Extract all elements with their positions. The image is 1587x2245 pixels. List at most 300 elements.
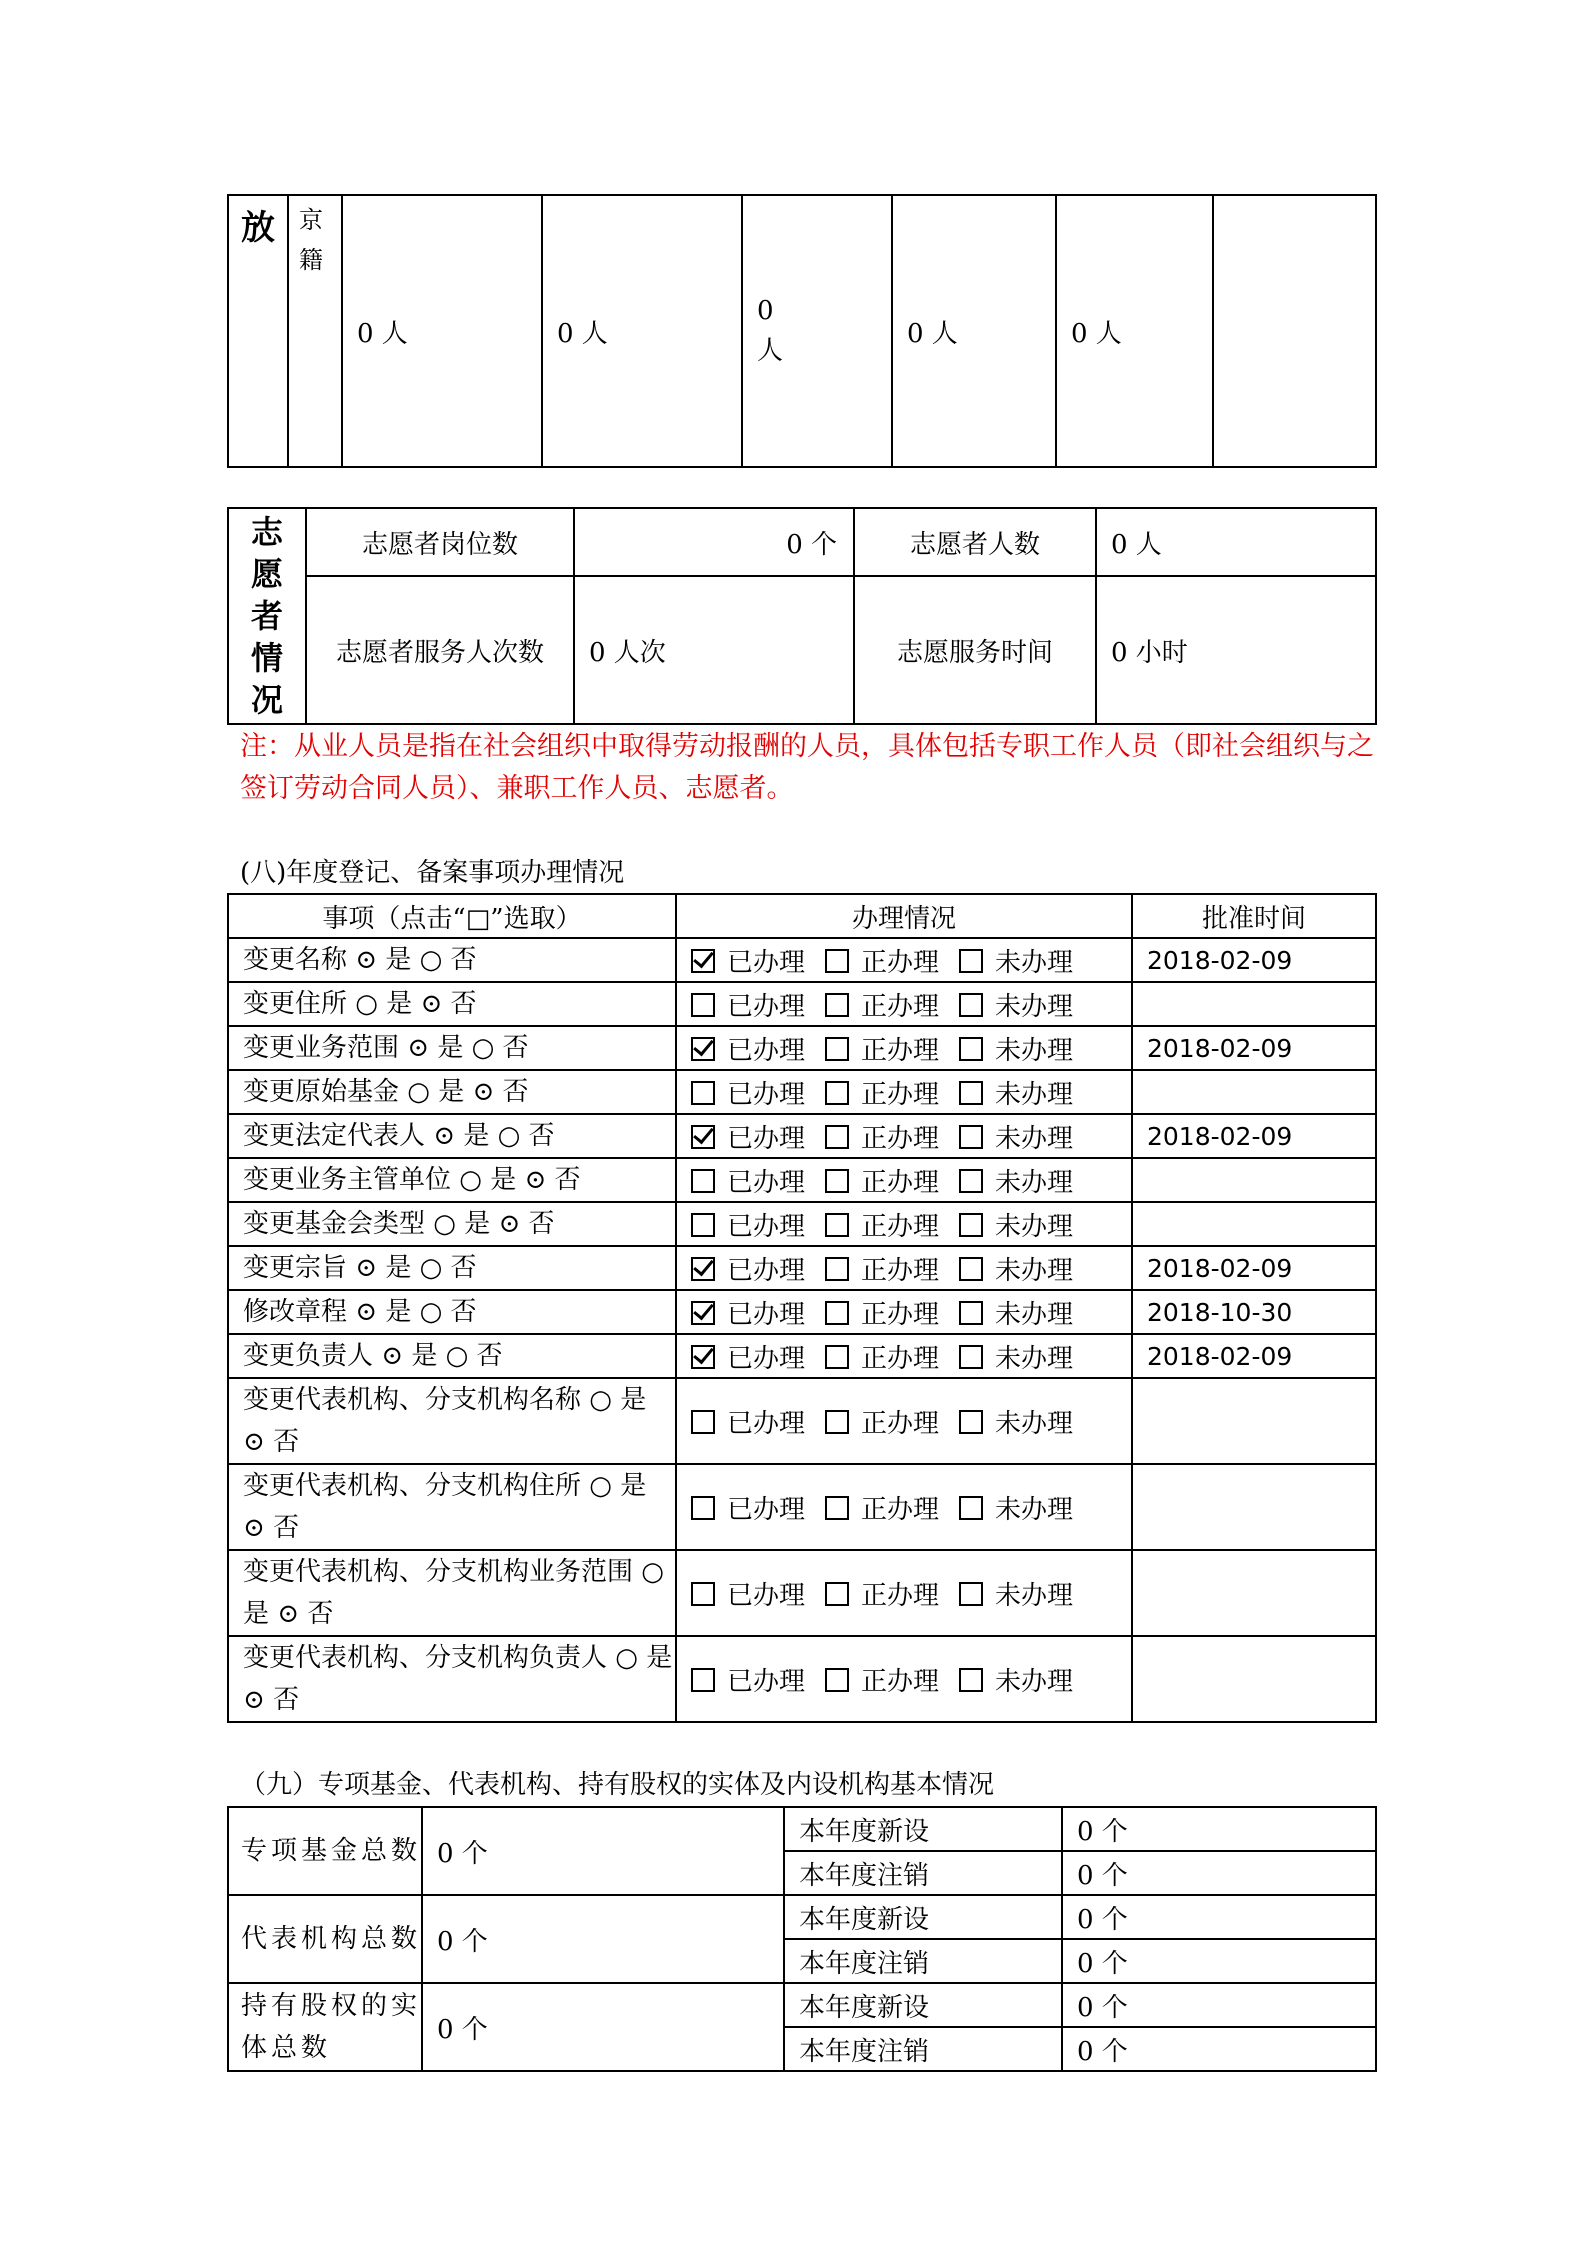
approval-date: 2018-02-09 — [1132, 1026, 1376, 1070]
status-label: 未办理 — [995, 1494, 1074, 1525]
status-label: 已办理 — [727, 1255, 806, 1286]
yes-radio[interactable]: ○ — [641, 1557, 664, 1587]
status-option — [691, 1667, 805, 1697]
registration-status — [676, 938, 1132, 982]
status-option — [825, 1036, 939, 1066]
volunteer-posts-value: 0 个 — [574, 508, 854, 576]
status-option — [691, 1409, 805, 1439]
registration-item — [228, 1114, 676, 1158]
status-checkbox[interactable] — [691, 993, 715, 1017]
status-label: 正办理 — [861, 1580, 940, 1611]
registration-item-label: 变更负责人 — [243, 1341, 382, 1371]
status-option — [825, 1409, 939, 1439]
yes-radio[interactable]: ○ — [355, 989, 387, 1019]
status-checkbox[interactable] — [959, 1496, 983, 1520]
no-label: 否 — [450, 1297, 477, 1327]
registration-item-label: 变更法定代表人 — [243, 1121, 434, 1151]
registration-item-label: 变更业务范围 — [243, 1033, 408, 1063]
volunteer-table — [227, 507, 1377, 725]
status-option — [825, 1581, 939, 1611]
registration-item — [228, 1550, 676, 1636]
status-checkbox[interactable] — [691, 1081, 715, 1105]
staff-table — [227, 194, 1377, 468]
status-checkbox[interactable] — [691, 1410, 715, 1434]
status-option — [825, 1300, 939, 1330]
status-option — [691, 1256, 805, 1286]
status-checkbox[interactable] — [959, 1257, 983, 1281]
status-checkbox[interactable] — [691, 1582, 715, 1606]
no-radio[interactable]: ⊙ — [524, 1165, 555, 1195]
volunteer-service-times-label: 志愿者服务人次数 — [306, 576, 574, 724]
status-option — [825, 1256, 939, 1286]
yes-label: 是 — [490, 1165, 525, 1195]
status-option — [959, 1667, 1073, 1697]
approval-date — [1132, 1070, 1376, 1114]
status-option — [825, 948, 939, 978]
registration-item — [228, 1464, 676, 1550]
registration-row — [228, 1464, 1376, 1550]
registration-status — [676, 1114, 1132, 1158]
registration-status — [676, 1158, 1132, 1202]
status-label: 正办理 — [861, 991, 940, 1022]
status-label: 已办理 — [727, 1211, 806, 1242]
cancel-value: 0 个 — [1062, 2027, 1376, 2071]
status-checkbox[interactable] — [959, 1668, 983, 1692]
status-label: 正办理 — [861, 1408, 940, 1439]
registration-item-label: 变更基金会类型 — [243, 1209, 434, 1239]
approval-date: 2018-02-09 — [1132, 938, 1376, 982]
approval-date — [1132, 1464, 1376, 1550]
no-radio[interactable]: ○ — [471, 1033, 503, 1063]
registration-row — [228, 1202, 1376, 1246]
status-label: 正办理 — [861, 1079, 940, 1110]
status-label: 已办理 — [727, 1494, 806, 1525]
yes-label: 是 — [243, 1599, 278, 1629]
institutions-table — [227, 1806, 1377, 2072]
registration-status — [676, 1550, 1132, 1636]
registration-item-label: 变更名称 — [243, 945, 356, 975]
status-checkbox[interactable] — [959, 1410, 983, 1434]
status-label: 正办理 — [861, 1666, 940, 1697]
no-radio[interactable]: ○ — [497, 1121, 529, 1151]
status-checkbox[interactable] — [825, 1582, 849, 1606]
approval-date — [1132, 982, 1376, 1026]
status-checkbox[interactable] — [691, 1037, 715, 1061]
registration-item — [228, 1378, 676, 1464]
yes-radio[interactable]: ⊙ — [433, 1121, 464, 1151]
status-option — [959, 1495, 1073, 1525]
status-checkbox[interactable] — [691, 1345, 715, 1369]
status-option — [691, 992, 805, 1022]
cancel-value: 0 个 — [1062, 1851, 1376, 1895]
staff-note: 注：从业人员是指在社会组织中取得劳动报酬的人员，具体包括专职工作人员（即社会组织与之签订劳动合同人员）、兼职工作人员、志愿者。 — [240, 731, 1374, 804]
volunteer-service-times-value: 0 人次 — [574, 576, 854, 724]
yes-radio[interactable]: ⊙ — [355, 945, 386, 975]
status-checkbox[interactable] — [825, 949, 849, 973]
status-label: 未办理 — [995, 1343, 1074, 1374]
status-checkbox[interactable] — [825, 993, 849, 1017]
status-checkbox[interactable] — [825, 1125, 849, 1149]
status-label: 未办理 — [995, 1123, 1074, 1154]
registration-item-label: 变更代表机构、分支机构名称 — [243, 1385, 590, 1415]
status-label: 未办理 — [995, 1211, 1074, 1242]
status-label: 未办理 — [995, 1408, 1074, 1439]
institution-label: 持有股权的实体总数 — [228, 1983, 422, 2071]
status-checkbox[interactable] — [959, 1582, 983, 1606]
no-label: 否 — [502, 1033, 529, 1063]
registration-status — [676, 1290, 1132, 1334]
status-checkbox[interactable] — [825, 1081, 849, 1105]
registration-row — [228, 938, 1376, 982]
status-option — [691, 1300, 805, 1330]
header-status: 办理情况 — [676, 894, 1132, 938]
status-checkbox[interactable] — [691, 1213, 715, 1237]
cancel-label: 本年度注销 — [784, 2027, 1062, 2071]
no-radio[interactable]: ○ — [445, 1341, 477, 1371]
registration-status — [676, 982, 1132, 1026]
no-radio[interactable]: ○ — [419, 1297, 451, 1327]
registration-title: (八)年度登记、备案事项办理情况 — [240, 858, 625, 888]
yes-radio[interactable]: ⊙ — [355, 1297, 386, 1327]
registration-status — [676, 1070, 1132, 1114]
no-radio[interactable]: ⊙ — [498, 1209, 529, 1239]
status-checkbox[interactable] — [825, 1213, 849, 1237]
status-checkbox[interactable] — [825, 1345, 849, 1369]
status-option — [959, 1409, 1073, 1439]
status-checkbox[interactable] — [825, 1496, 849, 1520]
no-radio[interactable]: ⊙ — [243, 1685, 274, 1715]
new-value: 0 个 — [1062, 1807, 1376, 1851]
approval-date — [1132, 1202, 1376, 1246]
status-label: 未办理 — [995, 1079, 1074, 1110]
registration-row — [228, 1636, 1376, 1722]
volunteer-section-text: 志愿者情况 — [250, 513, 283, 719]
status-option — [691, 948, 805, 978]
status-checkbox[interactable] — [959, 993, 983, 1017]
status-checkbox[interactable] — [691, 1125, 715, 1149]
yes-label: 是 — [646, 1643, 673, 1673]
staff-cell: 0 人 — [1056, 195, 1213, 467]
volunteer-service-hours-label: 志愿服务时间 — [854, 576, 1096, 724]
status-option — [691, 1344, 805, 1374]
yes-label: 是 — [385, 1297, 420, 1327]
status-checkbox[interactable] — [959, 949, 983, 973]
no-label: 否 — [476, 1341, 503, 1371]
staff-cell: 0 人 — [892, 195, 1056, 467]
registration-row — [228, 1070, 1376, 1114]
registration-row — [228, 1378, 1376, 1464]
status-option — [825, 1495, 939, 1525]
registration-item-label: 变更业务主管单位 — [243, 1165, 460, 1195]
status-checkbox[interactable] — [691, 1668, 715, 1692]
no-radio[interactable]: ○ — [419, 1253, 451, 1283]
status-option — [825, 1168, 939, 1198]
status-checkbox[interactable] — [959, 1213, 983, 1237]
yes-label: 是 — [437, 1033, 472, 1063]
no-label: 否 — [273, 1427, 300, 1457]
registration-status — [676, 1202, 1132, 1246]
institution-total: 0 个 — [422, 1895, 784, 1983]
volunteer-service-hours-value: 0 小时 — [1096, 576, 1376, 724]
staff-cell: 0 人 — [542, 195, 742, 467]
status-checkbox[interactable] — [959, 1125, 983, 1149]
approval-date: 2018-02-09 — [1132, 1114, 1376, 1158]
yes-label: 是 — [411, 1341, 446, 1371]
approval-date: 2018-02-09 — [1132, 1246, 1376, 1290]
status-option — [959, 1300, 1073, 1330]
registration-status — [676, 1378, 1132, 1464]
status-label: 未办理 — [995, 1255, 1074, 1286]
status-label: 未办理 — [995, 947, 1074, 978]
status-option — [959, 1344, 1073, 1374]
yes-radio[interactable]: ○ — [589, 1385, 621, 1415]
yes-label: 是 — [386, 989, 421, 1019]
yes-label: 是 — [385, 945, 420, 975]
no-label: 否 — [528, 1121, 555, 1151]
status-label: 已办理 — [727, 1299, 806, 1330]
registration-status — [676, 1246, 1132, 1290]
yes-radio[interactable]: ○ — [589, 1471, 621, 1501]
yes-label: 是 — [385, 1253, 420, 1283]
header-date: 批准时间 — [1132, 894, 1376, 938]
new-value: 0 个 — [1062, 1895, 1376, 1939]
status-option — [959, 1080, 1073, 1110]
no-radio[interactable]: ⊙ — [243, 1513, 274, 1543]
staff-cell — [1213, 195, 1376, 467]
registration-status — [676, 1026, 1132, 1070]
status-label: 正办理 — [861, 1494, 940, 1525]
status-label: 未办理 — [995, 1580, 1074, 1611]
status-checkbox[interactable] — [825, 1410, 849, 1434]
status-label: 已办理 — [727, 1580, 806, 1611]
status-checkbox[interactable] — [959, 1037, 983, 1061]
registration-item — [228, 1636, 676, 1722]
new-value: 0 个 — [1062, 1983, 1376, 2027]
yes-radio[interactable]: ⊙ — [407, 1033, 438, 1063]
status-option — [825, 992, 939, 1022]
status-label: 已办理 — [727, 991, 806, 1022]
status-checkbox[interactable] — [825, 1668, 849, 1692]
status-option — [691, 1036, 805, 1066]
status-label: 未办理 — [995, 991, 1074, 1022]
approval-date — [1132, 1378, 1376, 1464]
yes-radio[interactable]: ○ — [459, 1165, 491, 1195]
institution-total: 0 个 — [422, 1807, 784, 1895]
yes-radio[interactable]: ○ — [407, 1077, 439, 1107]
status-label: 已办理 — [727, 1123, 806, 1154]
status-label: 正办理 — [861, 1211, 940, 1242]
registration-item — [228, 938, 676, 982]
new-label: 本年度新设 — [784, 1983, 1062, 2027]
registration-item — [228, 1070, 676, 1114]
no-label: 否 — [273, 1685, 300, 1715]
yes-label: 是 — [438, 1077, 473, 1107]
status-option — [691, 1212, 805, 1242]
status-label: 正办理 — [861, 1255, 940, 1286]
no-radio[interactable]: ⊙ — [420, 989, 451, 1019]
status-option — [959, 1256, 1073, 1286]
status-option — [825, 1124, 939, 1154]
status-option — [959, 1581, 1073, 1611]
status-label: 已办理 — [727, 1035, 806, 1066]
no-label: 否 — [450, 945, 477, 975]
registration-row — [228, 1290, 1376, 1334]
status-option — [691, 1495, 805, 1525]
approval-date — [1132, 1636, 1376, 1722]
registration-item — [228, 982, 676, 1026]
registration-row — [228, 1026, 1376, 1070]
registration-row — [228, 1246, 1376, 1290]
yes-label: 是 — [620, 1471, 647, 1501]
status-checkbox[interactable] — [959, 1081, 983, 1105]
institution-label: 代表机构总数 — [228, 1895, 422, 1983]
registration-table — [227, 893, 1377, 1723]
cancel-value: 0 个 — [1062, 1939, 1376, 1983]
yes-radio[interactable]: ⊙ — [355, 1253, 386, 1283]
new-label: 本年度新设 — [784, 1895, 1062, 1939]
volunteer-count-value: 0 人 — [1096, 508, 1376, 576]
registration-item — [228, 1290, 676, 1334]
registration-status — [676, 1464, 1132, 1550]
no-label: 否 — [450, 1253, 477, 1283]
volunteer-count-label: 志愿者人数 — [854, 508, 1096, 576]
status-checkbox[interactable] — [825, 1301, 849, 1325]
status-option — [825, 1212, 939, 1242]
no-radio[interactable]: ⊙ — [472, 1077, 503, 1107]
volunteer-section-label — [228, 508, 306, 724]
registration-item — [228, 1246, 676, 1290]
status-label: 正办理 — [861, 1343, 940, 1374]
registration-item-label: 变更代表机构、分支机构业务范围 — [243, 1557, 642, 1587]
status-checkbox[interactable] — [691, 949, 715, 973]
institution-total: 0 个 — [422, 1983, 784, 2071]
yes-label: 是 — [464, 1209, 499, 1239]
staff-cell — [742, 195, 892, 467]
cancel-label: 本年度注销 — [784, 1939, 1062, 1983]
status-option — [959, 948, 1073, 978]
yes-label: 是 — [463, 1121, 498, 1151]
status-checkbox[interactable] — [691, 1496, 715, 1520]
registration-item — [228, 1202, 676, 1246]
status-checkbox[interactable] — [825, 1257, 849, 1281]
status-checkbox[interactable] — [959, 1301, 983, 1325]
registration-item-label: 修改章程 — [243, 1297, 356, 1327]
status-option — [691, 1168, 805, 1198]
institution-row — [228, 1895, 1376, 1939]
cancel-label: 本年度注销 — [784, 1851, 1062, 1895]
registration-item — [228, 1158, 676, 1202]
status-label: 正办理 — [861, 1299, 940, 1330]
no-label: 否 — [528, 1209, 555, 1239]
yes-radio[interactable]: ⊙ — [381, 1341, 412, 1371]
status-option — [959, 1168, 1073, 1198]
institutions-title: （九）专项基金、代表机构、持有股权的实体及内设机构基本情况 — [240, 1770, 995, 1800]
status-checkbox[interactable] — [691, 1169, 715, 1193]
status-option — [825, 1080, 939, 1110]
yes-radio[interactable]: ○ — [433, 1209, 465, 1239]
yes-label: 是 — [620, 1385, 647, 1415]
status-checkbox[interactable] — [691, 1257, 715, 1281]
registration-row — [228, 982, 1376, 1026]
status-label: 已办理 — [727, 947, 806, 978]
registration-item-label: 变更代表机构、分支机构负责人 — [243, 1643, 616, 1673]
staff-cell-text: 0 人 — [757, 296, 784, 366]
registration-status — [676, 1334, 1132, 1378]
header-item: 事项（点击“□”选取） — [228, 894, 676, 938]
status-label: 未办理 — [995, 1167, 1074, 1198]
status-label: 正办理 — [861, 1123, 940, 1154]
volunteer-posts-label: 志愿者岗位数 — [306, 508, 574, 576]
institution-row — [228, 1983, 1376, 2027]
status-checkbox[interactable] — [825, 1169, 849, 1193]
registration-row — [228, 1550, 1376, 1636]
no-label: 否 — [502, 1077, 529, 1107]
status-checkbox[interactable] — [825, 1037, 849, 1061]
approval-date — [1132, 1158, 1376, 1202]
institution-row — [228, 1807, 1376, 1851]
registration-status — [676, 1636, 1132, 1722]
row-label — [288, 195, 342, 467]
status-label: 未办理 — [995, 1666, 1074, 1697]
status-label: 正办理 — [861, 947, 940, 978]
no-label: 否 — [273, 1513, 300, 1543]
row-label-text: 京籍 — [299, 206, 323, 274]
status-label: 未办理 — [995, 1035, 1074, 1066]
no-label: 否 — [554, 1165, 581, 1195]
status-option — [691, 1080, 805, 1110]
registration-row — [228, 1114, 1376, 1158]
approval-date: 2018-02-09 — [1132, 1334, 1376, 1378]
status-label: 已办理 — [727, 1343, 806, 1374]
status-label: 已办理 — [727, 1079, 806, 1110]
registration-item — [228, 1334, 676, 1378]
status-option — [959, 1036, 1073, 1066]
approval-date — [1132, 1550, 1376, 1636]
category-char: 放 — [228, 195, 288, 467]
status-label: 已办理 — [727, 1408, 806, 1439]
institution-label: 专项基金总数 — [228, 1807, 422, 1895]
status-label: 未办理 — [995, 1299, 1074, 1330]
registration-item-label: 变更宗旨 — [243, 1253, 356, 1283]
registration-row — [228, 1158, 1376, 1202]
status-option — [825, 1344, 939, 1374]
yes-radio[interactable]: ○ — [615, 1643, 647, 1673]
registration-row — [228, 1334, 1376, 1378]
status-label: 已办理 — [727, 1167, 806, 1198]
status-option — [691, 1124, 805, 1154]
registration-item-label: 变更住所 — [243, 989, 356, 1019]
no-label: 否 — [307, 1599, 334, 1629]
status-option — [825, 1667, 939, 1697]
no-radio[interactable]: ⊙ — [243, 1427, 274, 1457]
status-checkbox[interactable] — [959, 1345, 983, 1369]
registration-item — [228, 1026, 676, 1070]
status-option — [959, 1212, 1073, 1242]
no-radio[interactable]: ⊙ — [277, 1599, 308, 1629]
status-label: 正办理 — [861, 1167, 940, 1198]
status-option — [691, 1581, 805, 1611]
registration-item-label: 变更原始基金 — [243, 1077, 408, 1107]
staff-cell: 0 人 — [342, 195, 542, 467]
new-label: 本年度新设 — [784, 1807, 1062, 1851]
approval-date: 2018-10-30 — [1132, 1290, 1376, 1334]
no-radio[interactable]: ○ — [419, 945, 451, 975]
status-checkbox[interactable] — [959, 1169, 983, 1193]
status-checkbox[interactable] — [691, 1301, 715, 1325]
status-option — [959, 992, 1073, 1022]
no-label: 否 — [450, 989, 477, 1019]
registration-item-label: 变更代表机构、分支机构住所 — [243, 1471, 590, 1501]
